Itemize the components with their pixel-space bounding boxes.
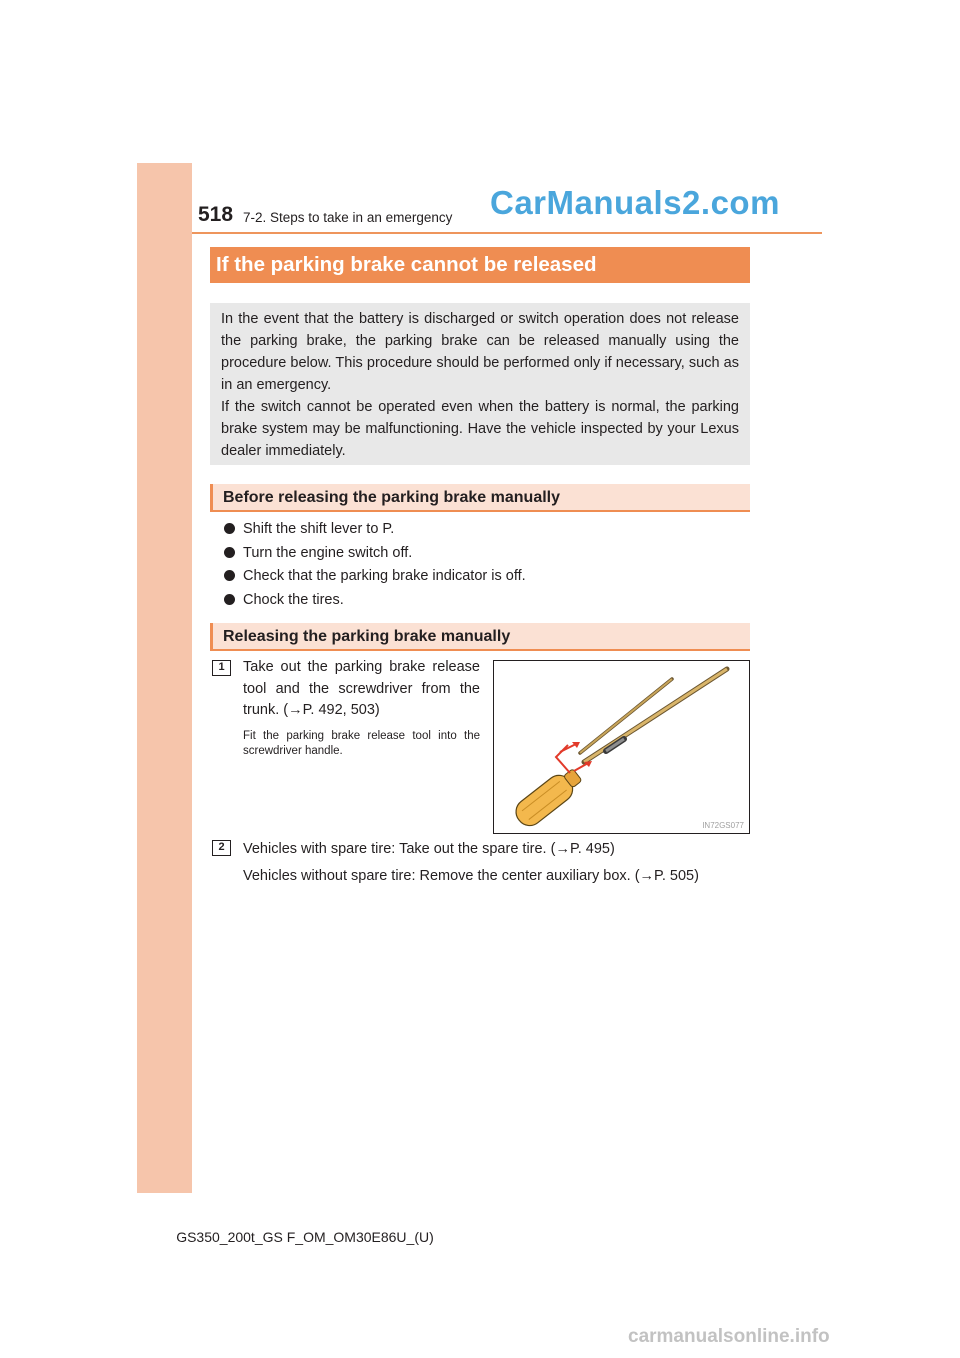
main-heading: If the parking brake cannot be released — [210, 247, 750, 283]
watermark-carmanualsonline: carmanualsonline.info — [628, 1326, 830, 1347]
bullet-icon — [224, 547, 235, 558]
bullet-icon — [224, 594, 235, 605]
page-header — [0, 0, 960, 240]
step-number-badge: 1 — [212, 660, 231, 676]
header-divider — [192, 232, 822, 234]
list-item-text: Check that the parking brake indicator is off. — [243, 568, 526, 584]
list-item — [224, 518, 526, 542]
subheading-releasing: Releasing the parking brake manually — [210, 623, 750, 651]
subheading-before-releasing: Before releasing the parking brake manually — [210, 484, 750, 512]
illustration-code: IN72GS077 — [702, 821, 744, 830]
step1-note: Fit the parking brake release tool into the screwdriver handle. — [243, 730, 480, 757]
bullet-icon — [224, 570, 235, 581]
intro-paragraph: In the event that the battery is discharged or switch operation does not release the parking brake, the parking brake can be released manually using the procedure below. This procedure should be performed only if necessary, such as in an emergency. — [221, 311, 739, 393]
list-item — [224, 589, 526, 613]
list-item-text: Chock the tires. — [243, 591, 344, 608]
release-tool-illustration — [493, 660, 750, 834]
screwdriver-and-tool-icon — [494, 661, 749, 833]
section-title: 7-2. Steps to take in an emergency — [243, 210, 453, 225]
step2-text-without-spare: Vehicles without spare tire: Remove the center auxiliary box. (→P. 505) — [243, 868, 699, 884]
intro-paragraph: If the switch cannot be operated even when the battery is normal, the parking brake system may be malfunctioning. Have the vehicle inspected by your Lexus dealer immediately. — [221, 399, 739, 459]
list-item — [224, 565, 526, 589]
chapter-sidebar-tab — [137, 163, 192, 1193]
watermark-carmanuals2: CarManuals2.com — [490, 184, 780, 221]
bullet-icon — [224, 523, 235, 534]
list-item-text: Turn the engine switch off. — [243, 544, 413, 561]
list-item-text: Shift the shift lever to P. — [243, 521, 395, 537]
precaution-list — [224, 518, 526, 612]
step-number-badge: 2 — [212, 840, 231, 856]
step2-text-with-spare: Vehicles with spare tire: Take out the spare tire. (→P. 495) — [243, 841, 615, 857]
step1-text: Take out the parking brake release tool and the screwdriver from the trunk. (→P. 492, 503) — [243, 659, 480, 718]
document-code: GS350_200t_GS F_OM_OM30E86U_(U) — [176, 1229, 434, 1245]
intro-box — [210, 303, 750, 465]
page-number: 518 — [198, 203, 234, 226]
list-item — [224, 542, 526, 566]
